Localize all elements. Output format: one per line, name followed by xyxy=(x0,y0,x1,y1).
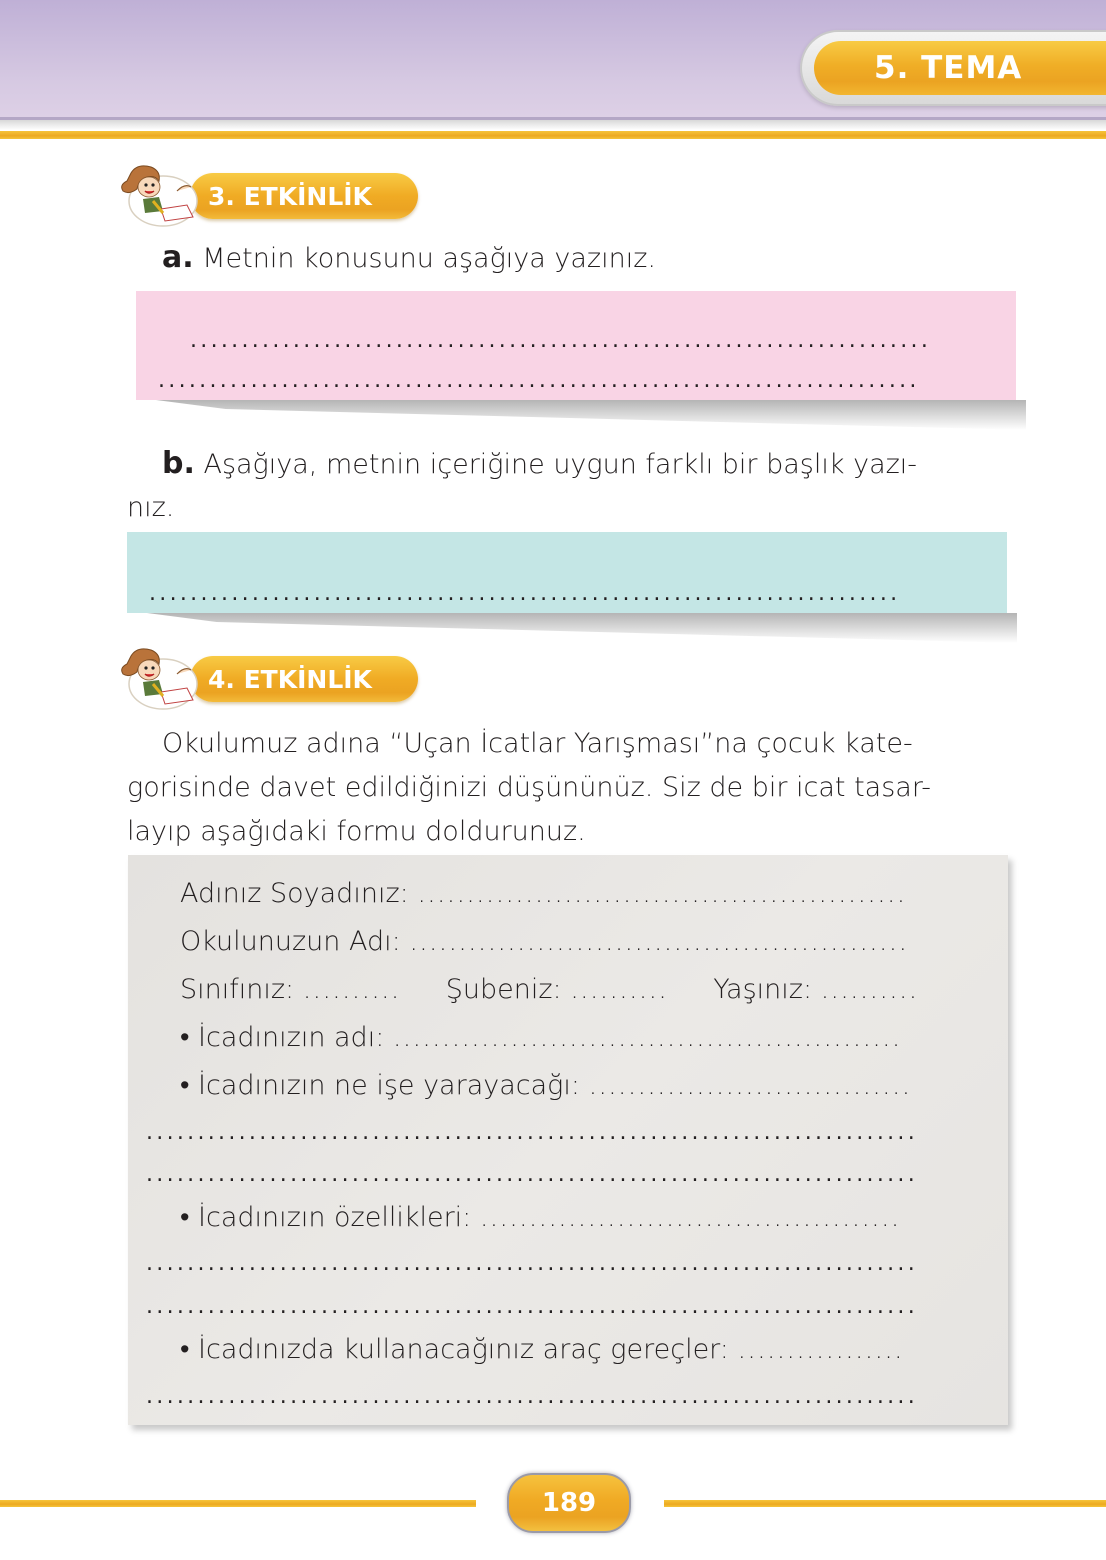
features-label: • İcadınızın özellikleri: xyxy=(180,1202,472,1233)
part-a-line-2[interactable]: .......................................................................... xyxy=(158,369,920,393)
age-field[interactable]: .......... xyxy=(820,974,919,1005)
materials-field[interactable]: ................. xyxy=(737,1334,904,1365)
part-a-prompt xyxy=(162,234,656,282)
activity-4-header xyxy=(115,648,425,708)
page-number-badge xyxy=(507,1473,631,1533)
part-b-letter: b. xyxy=(162,446,195,481)
activity-4-pill xyxy=(190,656,418,702)
features-extra-line-1[interactable]: ........................................................................... xyxy=(146,1252,918,1276)
theme-badge xyxy=(800,30,1106,106)
form-row-invention-name[interactable] xyxy=(180,1021,902,1055)
class-field[interactable]: .......... xyxy=(302,974,401,1005)
branch-label: Şubeniz: xyxy=(445,974,562,1005)
school-label: Okulunuzun Adı: xyxy=(180,926,401,957)
theme-label: 5. TEMA xyxy=(874,50,1023,86)
invention-name-label: • İcadınızın adı: xyxy=(180,1022,385,1053)
name-label: Adınız Soyadınız: xyxy=(180,878,409,909)
girl-mascot-icon xyxy=(115,165,205,227)
footer-rule-right xyxy=(664,1500,1106,1507)
part-a-answer-box[interactable] xyxy=(136,291,1016,400)
purpose-extra-line-1[interactable]: ........................................................................... xyxy=(146,1121,918,1145)
page-number: 189 xyxy=(541,1488,597,1518)
activity-4-intro-line-1: Okulumuz adına “Uçan İcatlar Yarışması”na çocuk kate- xyxy=(162,728,913,759)
materials-extra-line-1[interactable]: ........................................................................... xyxy=(146,1385,918,1409)
features-extra-line-2[interactable]: ........................................................................... xyxy=(146,1295,918,1319)
purpose-extra-line-2[interactable]: ........................................................................... xyxy=(146,1163,918,1187)
activity-4-intro-line-2: gorisinde davet edildiğinizi düşününüz. Siz de bir icat tasar- xyxy=(127,772,931,803)
invention-name-field[interactable]: .................................................... xyxy=(392,1022,902,1053)
part-b-box-shadow xyxy=(147,613,1017,643)
part-a-line-1[interactable]: ........................................................................ xyxy=(190,329,932,353)
girl-mascot-icon xyxy=(115,648,205,710)
activity-3-header xyxy=(115,165,425,225)
header-rule xyxy=(0,131,1106,139)
purpose-label: • İcadınızın ne işe yarayacağı: xyxy=(180,1070,580,1101)
part-b-line-1[interactable]: ......................................................................... xyxy=(149,582,901,606)
activity-4-intro-line-3: layıp aşağıdaki formu doldurunuz. xyxy=(127,816,586,847)
part-b-answer-box[interactable] xyxy=(127,532,1007,613)
features-field[interactable]: ........................................... xyxy=(479,1202,901,1233)
part-a-box-shadow xyxy=(156,400,1026,430)
part-a-letter: a. xyxy=(162,240,194,275)
purpose-field[interactable]: ................................. xyxy=(588,1070,912,1101)
part-a-text: Metnin konusunu aşağıya yazınız. xyxy=(202,243,656,274)
form-row-purpose[interactable] xyxy=(180,1069,911,1103)
materials-label: • İcadınızda kullanacağınız araç gereçler: xyxy=(180,1334,729,1365)
age-label: Yaşınız: xyxy=(713,974,813,1005)
part-b-prompt-line-1 xyxy=(162,440,917,488)
form-row-name[interactable] xyxy=(180,877,906,911)
part-b-prompt-line-2: nız. xyxy=(127,492,175,523)
theme-badge-pill xyxy=(814,41,1106,95)
form-row-features[interactable] xyxy=(180,1201,901,1235)
part-b-text: Aşağıya, metnin içeriğine uygun farklı bir başlık yazı- xyxy=(203,449,918,480)
activity-4-title: 4. ETKİNLİK xyxy=(208,664,372,694)
class-label: Sınıfınız: xyxy=(180,974,295,1005)
footer-rule-left xyxy=(0,1500,476,1507)
school-field[interactable]: ................................................... xyxy=(409,926,909,957)
invention-form xyxy=(128,855,1008,1425)
header-shadow xyxy=(0,120,1106,130)
form-row-class[interactable] xyxy=(180,973,990,1007)
name-field[interactable]: .................................................. xyxy=(417,878,907,909)
activity-3-pill xyxy=(190,173,418,219)
form-row-school[interactable] xyxy=(180,925,908,959)
form-row-materials[interactable] xyxy=(180,1333,904,1367)
activity-3-title: 3. ETKİNLİK xyxy=(208,181,372,211)
branch-field[interactable]: .......... xyxy=(570,974,669,1005)
